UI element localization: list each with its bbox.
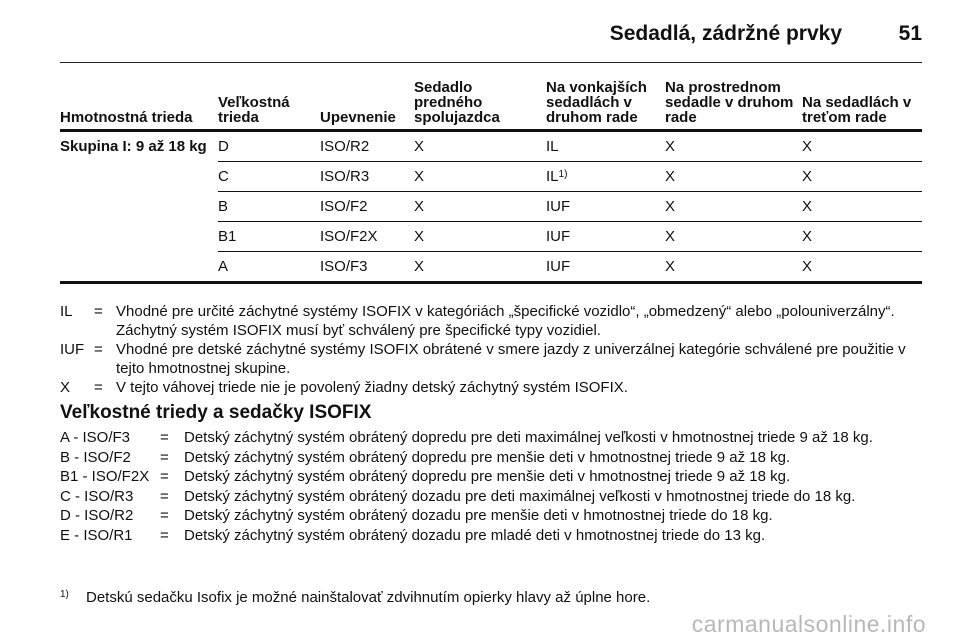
legend-key: IL [60,303,73,320]
table-legend [60,302,920,397]
legend-equals: = [94,341,103,358]
size-class-key: B1 - ISO/F2X [60,468,150,485]
cell-front: X [414,162,546,192]
size-class-key: E - ISO/R1 [60,526,133,544]
cell-size: D [218,131,320,162]
cell-third: X [802,131,922,162]
group-empty-cell [60,192,218,222]
size-class-key: D - ISO/R2 [60,507,134,524]
cell-mount: ISO/R3 [320,162,414,192]
footnote-mark: 1) [60,589,69,600]
size-class-equals: = [160,448,169,466]
header-mounting: Upevnenie [320,80,414,131]
size-class-text: Detský záchytný systém obrátený dopredu pre menšie deti v hmotnostnej triede 9 až 18 kg. [184,468,791,485]
table-row [60,252,922,283]
list-item [60,487,940,507]
footnote [60,588,650,607]
table-row [60,222,922,252]
cell-outer [546,131,665,162]
cell-outer [546,192,665,222]
cell-outer [546,162,665,192]
page-number: 51 [898,22,922,45]
header-size-class: Veľkostná trieda [218,80,320,131]
section-title: Veľkostné triedy a sedačky ISOFIX [60,402,372,423]
legend-equals: = [94,379,103,396]
size-class-equals: = [160,487,169,505]
cell-size: C [218,162,320,192]
header-front-seat: Sedadlo predného spolujazdca [414,80,546,131]
cell-outer [546,222,665,252]
cell-middle: X [665,192,802,222]
size-class-key: A - ISO/F3 [60,429,131,446]
header-weight-class: Hmotnostná trieda [60,80,218,131]
cell-front: X [414,252,546,283]
cell-third: X [802,162,922,192]
cell-third: X [802,192,922,222]
cell-mount: ISO/F3 [320,252,414,283]
legend-text: V tejto váhovej triede nie je povolený žiadny detský záchytný systém ISOFIX. [116,379,628,396]
cell-third: X [802,252,922,283]
cell-outer [546,252,665,283]
isofix-table [60,80,922,284]
header-third-row: Na sedadlách v treťom rade [802,80,922,131]
legend-key: IUF [60,341,85,358]
group-empty-cell [60,222,218,252]
cell-third: X [802,222,922,252]
cell-outer-text: IL [546,137,559,155]
page-header [60,14,922,63]
cell-outer-text: IUF [546,197,571,215]
page-title: Sedadlá, zádržné prvky [609,22,842,45]
header-outer-second-row: Na vonkajších sedadlách v druhom rade [546,80,665,131]
size-class-equals: = [160,468,169,485]
list-item [60,506,940,526]
table-row [60,162,922,192]
cell-outer-text: IUF [546,257,571,275]
footnote-ref: 1) [558,168,568,180]
cell-middle: X [665,162,802,192]
cell-outer-text: IL [546,167,559,185]
header-middle-second-row: Na prostrednom sedadle v druhom rade [665,80,802,131]
cell-front: X [414,222,546,252]
size-class-text: Detský záchytný systém obrátený dopredu pre deti maximálnej veľkosti v hmotnostnej triede 9 až 18 kg. [184,429,873,446]
legend-equals: = [94,303,103,320]
group-empty-cell [60,252,218,283]
watermark: carmanualsonline.info [691,611,926,637]
list-item [60,448,940,468]
list-item [60,428,940,448]
legend-item [60,302,920,340]
cell-front: X [414,131,546,162]
size-class-equals: = [160,526,169,544]
cell-front: X [414,192,546,222]
size-class-text: Detský záchytný systém obrátený dopredu pre menšie deti v hmotnostnej triede 9 až 18 kg. [184,448,791,466]
size-class-key: C - ISO/R3 [60,487,134,505]
legend-key: X [60,379,71,396]
cell-size: A [218,252,320,283]
cell-mount: ISO/F2 [320,192,414,222]
cell-middle: X [665,252,802,283]
group-label: Skupina I: 9 až 18 kg [60,137,207,155]
size-class-text: Detský záchytný systém obrátený dozadu pre deti maximálnej veľkosti v hmotnostnej triede do 18 kg. [184,487,856,505]
cell-mount: ISO/F2X [320,222,414,252]
size-class-equals: = [160,429,169,446]
group-empty-cell [60,162,218,192]
size-class-text: Detský záchytný systém obrátený dozadu pre mladé deti v hmotnostnej triede do 13 kg. [184,526,766,544]
legend-item [60,340,920,378]
size-class-text: Detský záchytný systém obrátený dozadu pre menšie deti v hmotnostnej triede do 18 kg. [184,507,773,524]
cell-middle: X [665,222,802,252]
size-class-key: B - ISO/F2 [60,448,131,466]
legend-text: Vhodné pre určité záchytné systémy ISOFIX v kategóriách „špecifické vozidlo“, „obmedzený“ alebo „polouniverzálny“. Záchytný systém ISOFIX musí byť schválený pre špecifické typy vozidiel. [116,303,895,339]
cell-middle: X [665,131,802,162]
cell-outer-text: IUF [546,227,571,245]
table-header-row [60,80,922,131]
size-class-list [60,428,940,545]
footnote-text: Detskú sedačku Isofix je možné nainštalovať zdvihnutím opierky hlavy až úplne hore. [86,589,651,606]
table-row [60,131,922,162]
cell-size: B1 [218,222,320,252]
legend-text: Vhodné pre detské záchytné systémy ISOFIX obrátené v smere jazdy z univerzálnej kategórie schválené pre použitie v tejto hmotnostnej skupine. [116,341,906,377]
cell-mount: ISO/R2 [320,131,414,162]
list-item [60,526,940,546]
cell-size: B [218,192,320,222]
list-item [60,467,940,487]
legend-item [60,378,920,397]
table-row [60,192,922,222]
size-class-equals: = [160,507,169,524]
